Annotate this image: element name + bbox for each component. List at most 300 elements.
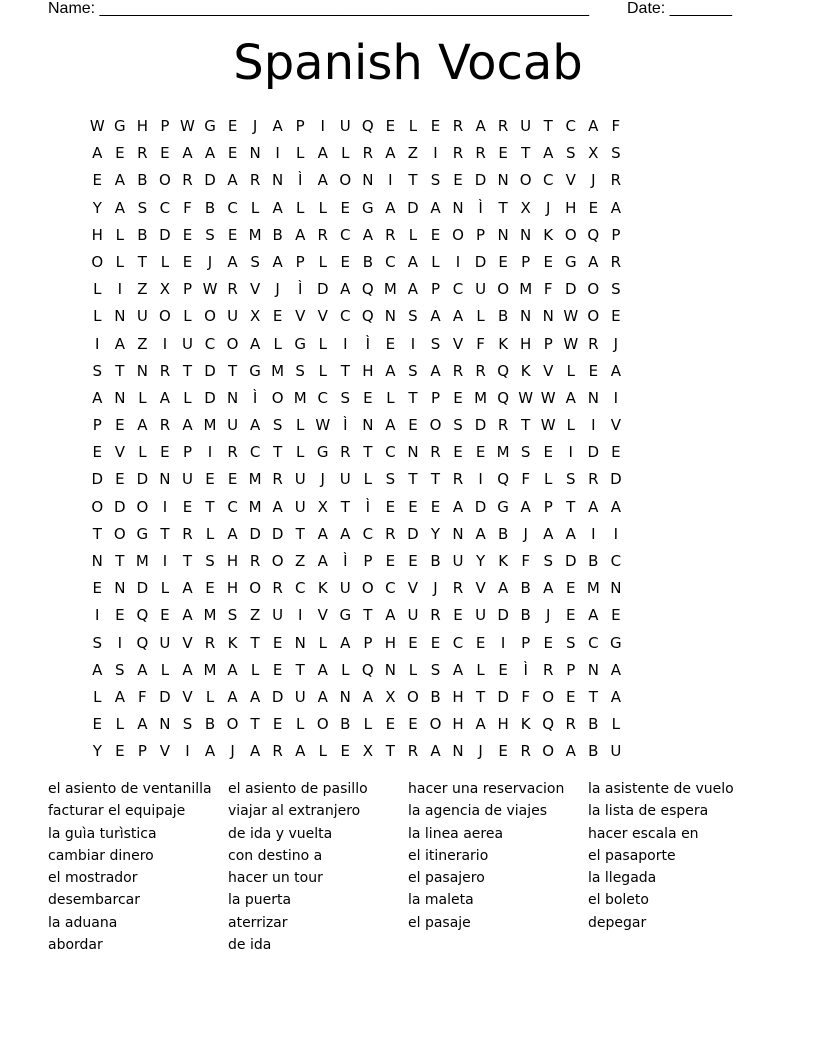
grid-letter: O (204, 307, 216, 326)
grid-letter: J (275, 280, 280, 299)
grid-letter: B (137, 225, 148, 244)
grid-letter: E (272, 633, 283, 652)
grid-letter: B (204, 715, 216, 734)
grid-letter: A (227, 660, 238, 679)
grid-letter: C (385, 579, 396, 598)
grid-letter: B (588, 552, 599, 570)
grid-letter: T (543, 117, 553, 135)
grid-letter: E (227, 117, 238, 135)
grid-letter: V (182, 633, 193, 652)
grid-letter: I (343, 334, 348, 353)
grid-letter: O (271, 388, 284, 407)
grid-letter: O (159, 171, 171, 190)
grid-letter: R (430, 606, 441, 625)
grid-letter: T (363, 443, 373, 462)
grid-letter: N (91, 552, 103, 570)
grid-letter: O (542, 742, 555, 761)
grid-letter: S (115, 660, 125, 679)
grid-letter: V (317, 606, 328, 625)
grid-letter: X (520, 198, 531, 217)
grid-letter: S (565, 144, 576, 163)
grid-letter: E (566, 606, 576, 625)
grid-letter: N (114, 579, 126, 598)
grid-letter: T (115, 361, 125, 380)
grid-letter: T (385, 742, 395, 761)
grid-letter: D (159, 687, 171, 706)
grid-letter: X (249, 307, 261, 326)
grid-letter: V (159, 742, 171, 761)
grid-letter: L (250, 198, 260, 217)
grid-letter: L (138, 443, 147, 462)
grid-letter: Z (407, 144, 419, 163)
grid-letter: Ì (365, 334, 371, 353)
grid-letter: M (203, 606, 217, 625)
grid-letter: A (610, 361, 621, 380)
word-item: depegar (588, 914, 647, 931)
grid-letter: A (114, 687, 125, 706)
grid-letter: R (475, 361, 486, 380)
grid-letter: E (205, 579, 215, 598)
grid-letter: S (250, 252, 260, 271)
grid-letter: V (249, 280, 261, 299)
grid-letter: H (362, 361, 374, 380)
grid-letter: I (185, 742, 190, 761)
grid-letter: E (543, 443, 553, 462)
grid-letter: R (249, 171, 261, 190)
word-item: la lista de espera (588, 803, 709, 820)
grid-letter: L (544, 470, 553, 489)
grid-row (86, 494, 734, 521)
grid-letter: D (136, 579, 149, 598)
grid-letter: U (181, 470, 193, 489)
grid-letter: Q (361, 117, 374, 135)
grid-letter: Z (137, 334, 148, 353)
grid-letter: S (430, 171, 441, 190)
grid-letter: A (610, 660, 621, 679)
grid-letter: K (520, 361, 531, 380)
grid-letter: T (498, 198, 508, 217)
date-field-line: Date: _______ (627, 0, 732, 17)
grid-letter: S (543, 552, 553, 570)
grid-letter: E (611, 606, 621, 625)
word-item: la aduana (48, 914, 118, 931)
grid-letter: C (362, 524, 374, 543)
grid-letter: T (160, 524, 170, 543)
grid-letter: D (564, 280, 577, 299)
grid-letter: R (520, 742, 531, 761)
grid-letter: B (520, 606, 531, 625)
grid-letter: L (296, 144, 305, 163)
grid-letter: A (182, 416, 193, 435)
grid-letter: P (611, 225, 621, 244)
grid-letter: E (498, 742, 508, 761)
grid-letter: N (520, 225, 532, 244)
grid-letter: G (249, 361, 261, 380)
grid-letter: A (430, 307, 441, 326)
grid-letter: A (610, 198, 621, 217)
grid-letter: D (204, 171, 216, 190)
grid-letter: C (204, 334, 216, 353)
grid-row (86, 331, 734, 358)
grid-letter: S (520, 443, 531, 462)
grid-letter: T (182, 361, 193, 380)
grid-letter: D (610, 470, 622, 489)
grid-letter: S (182, 715, 193, 734)
grid-letter: A (249, 334, 261, 353)
grid-letter: I (162, 497, 168, 516)
word-bank (48, 778, 788, 956)
grid-letter: E (92, 171, 103, 190)
grid-letter: N (294, 633, 306, 652)
grid-letter: E (92, 443, 103, 462)
grid-letter: D (159, 225, 171, 244)
grid-letter: Z (295, 552, 306, 570)
grid-letter: H (565, 198, 577, 217)
grid-row (86, 249, 734, 276)
grid-letter: M (248, 497, 262, 516)
word-item: la puerta (228, 892, 292, 909)
grid-letter: F (138, 687, 147, 706)
word-column (48, 778, 228, 956)
grid-letter: C (249, 443, 261, 462)
grid-letter: Q (361, 307, 374, 326)
grid-letter: I (320, 117, 325, 135)
grid-letter: X (362, 742, 373, 761)
grid-letter: T (363, 606, 373, 625)
grid-row (86, 575, 734, 602)
grid-letter: E (566, 687, 576, 706)
grid-letter: X (159, 280, 171, 299)
grid-letter: S (92, 633, 103, 652)
grid-letter: L (160, 579, 170, 598)
grid-letter: I (117, 280, 123, 299)
word-item: de ida y vuelta (228, 825, 333, 842)
grid-letter: D (407, 524, 419, 543)
grid-letter: A (159, 388, 171, 407)
grid-letter: E (272, 660, 283, 679)
grid-letter: A (92, 388, 103, 407)
grid-letter: E (385, 334, 396, 353)
grid-letter: B (430, 552, 441, 570)
grid-letter: A (204, 144, 216, 163)
grid-letter: P (430, 280, 440, 299)
grid-letter: A (475, 524, 486, 543)
grid-letter: J (545, 606, 551, 625)
grid-letter: K (317, 579, 328, 598)
grid-letter: J (433, 579, 438, 598)
grid-letter: A (452, 307, 464, 326)
grid-letter: R (159, 416, 171, 435)
grid-letter: L (183, 307, 192, 326)
grid-letter: E (272, 307, 283, 326)
grid-letter: L (318, 334, 327, 353)
grid-letter: A (452, 497, 464, 516)
grid-letter: P (92, 416, 102, 435)
header-line (48, 0, 748, 20)
grid-letter: A (475, 117, 486, 135)
grid-letter: O (113, 524, 126, 543)
grid-letter: N (362, 171, 374, 190)
word-item: el asiento de ventanilla (48, 781, 212, 797)
grid-letter: A (362, 687, 373, 706)
grid-letter: S (92, 361, 103, 380)
grid-letter: E (115, 470, 125, 489)
grid-letter: E (385, 552, 396, 570)
grid-letter: S (295, 361, 305, 380)
grid-letter: I (162, 552, 168, 570)
grid-letter: N (159, 470, 171, 489)
grid-letter: E (453, 171, 463, 190)
grid-letter: T (588, 687, 598, 706)
grid-letter: J (207, 252, 213, 271)
grid-letter: C (227, 198, 238, 217)
grid-letter: M (248, 225, 262, 244)
grid-letter: H (226, 579, 239, 598)
grid-letter: U (227, 307, 239, 326)
word-item: el mostrador (48, 870, 138, 887)
grid-letter: E (611, 307, 621, 326)
grid-letter: G (294, 334, 306, 353)
grid-letter: W (315, 416, 331, 435)
grid-letter: L (115, 715, 124, 734)
grid-letter: B (520, 579, 531, 598)
grid-letter: N (587, 388, 599, 407)
grid-letter: U (475, 280, 487, 299)
grid-letter: D (474, 497, 487, 516)
grid-letter: A (340, 280, 351, 299)
grid-letter: Ì (252, 388, 258, 407)
grid-row (86, 738, 734, 765)
grid-letter: U (610, 742, 622, 761)
grid-letter: D (114, 497, 126, 516)
grid-letter: N (587, 660, 599, 679)
grid-letter: V (565, 171, 576, 190)
grid-letter: N (249, 144, 261, 163)
grid-letter: L (296, 715, 305, 734)
grid-letter: L (205, 687, 215, 706)
grid-letter: F (521, 687, 530, 706)
grid-row (86, 358, 734, 385)
grid-row (86, 303, 734, 330)
grid-letter: L (318, 252, 327, 271)
grid-letter: F (183, 198, 192, 217)
grid-letter: U (339, 470, 351, 489)
grid-letter: N (497, 225, 509, 244)
grid-letter: L (476, 660, 485, 679)
grid-letter: A (543, 144, 554, 163)
word-item: de ida (228, 937, 272, 954)
word-item: el boleto (588, 892, 649, 909)
grid-letter: L (476, 307, 485, 326)
grid-letter: E (408, 715, 418, 734)
grid-letter: S (611, 144, 621, 163)
grid-letter: U (159, 633, 171, 652)
grid-letter: A (317, 171, 328, 190)
grid-letter: L (160, 660, 170, 679)
grid-letter: V (543, 361, 554, 380)
grid-letter: E (408, 552, 418, 570)
grid-letter: Ì (523, 660, 528, 679)
grid-letter: W (180, 117, 195, 135)
grid-letter: J (545, 198, 551, 217)
grid-letter: T (295, 660, 305, 679)
grid-letter: A (272, 198, 283, 217)
grid-letter: A (407, 252, 419, 271)
grid-letter: E (115, 606, 125, 625)
grid-row (86, 140, 734, 167)
grid-letter: R (452, 579, 464, 598)
grid-letter: H (91, 225, 103, 244)
grid-letter: S (205, 552, 215, 570)
grid-letter: R (317, 225, 328, 244)
grid-letter: P (430, 388, 440, 407)
word-search-grid (86, 113, 734, 766)
grid-letter: N (159, 715, 171, 734)
grid-letter: T (340, 497, 350, 516)
grid-letter: D (91, 470, 104, 489)
grid-letter: N (407, 443, 419, 462)
grid-letter: A (272, 252, 283, 271)
grid-letter: O (587, 280, 600, 299)
grid-letter: D (136, 470, 149, 489)
grid-letter: E (227, 470, 238, 489)
grid-letter: D (316, 280, 329, 299)
grid-letter: Ì (343, 416, 348, 435)
grid-letter: O (226, 334, 239, 353)
grid-letter: B (588, 742, 599, 761)
grid-letter: A (430, 361, 441, 380)
grid-letter: L (318, 198, 327, 217)
grid-letter: L (408, 660, 418, 679)
grid-letter: A (430, 742, 441, 761)
word-item: hacer escala en (588, 825, 699, 842)
grid-letter: U (339, 117, 351, 135)
grid-letter: B (430, 687, 441, 706)
grid-letter: H (136, 117, 148, 135)
word-item: el itinerario (408, 847, 489, 864)
grid-letter: Z (249, 606, 261, 625)
grid-letter: E (385, 497, 396, 516)
grid-letter: U (272, 606, 284, 625)
grid-row (86, 385, 734, 412)
grid-letter: E (272, 715, 283, 734)
grid-letter: U (181, 334, 193, 353)
grid-row (86, 466, 734, 493)
grid-letter: Ì (297, 171, 303, 190)
grid-letter: Y (92, 198, 102, 217)
grid-letter: R (340, 443, 351, 462)
grid-letter: A (317, 660, 328, 679)
grid-letter: E (340, 742, 351, 761)
grid-letter: L (296, 198, 305, 217)
grid-letter: L (318, 361, 327, 380)
grid-letter: U (520, 117, 532, 135)
grid-letter: A (227, 252, 238, 271)
grid-letter: P (566, 660, 576, 679)
grid-letter: A (362, 225, 373, 244)
grid-letter: E (430, 497, 441, 516)
grid-row (86, 439, 734, 466)
grid-letter: R (452, 361, 464, 380)
grid-letter: E (588, 361, 599, 380)
grid-letter: R (272, 579, 283, 598)
grid-letter: X (385, 687, 396, 706)
grid-letter: O (316, 715, 329, 734)
grid-letter: R (452, 470, 464, 489)
grid-letter: S (137, 198, 148, 217)
grid-letter: A (407, 280, 419, 299)
grid-letter: A (182, 579, 193, 598)
grid-letter: E (160, 144, 170, 163)
grid-letter: S (565, 470, 576, 489)
grid-letter: Q (136, 606, 149, 625)
grid-letter: W (540, 388, 556, 407)
grid-letter: E (92, 579, 103, 598)
grid-letter: Y (92, 742, 102, 761)
grid-letter: L (408, 117, 418, 135)
grid-letter: C (340, 225, 351, 244)
grid-letter: R (385, 225, 396, 244)
word-item: con destino a (228, 847, 323, 864)
grid-letter: A (114, 334, 125, 353)
grid-letter: R (362, 144, 374, 163)
grid-letter: R (407, 742, 419, 761)
grid-letter: D (407, 198, 419, 217)
grid-letter: G (136, 524, 149, 543)
grid-letter: C (542, 171, 554, 190)
grid-letter: V (295, 307, 306, 326)
grid-letter: L (363, 715, 373, 734)
grid-letter: A (520, 497, 531, 516)
grid-letter: P (160, 117, 170, 135)
grid-letter: J (613, 334, 619, 353)
grid-letter: R (182, 524, 193, 543)
grid-letter: A (588, 497, 599, 516)
grid-letter: B (340, 715, 351, 734)
grid-letter: E (115, 144, 125, 163)
grid-letter: Q (497, 470, 510, 489)
grid-letter: T (182, 552, 193, 570)
grid-letter: R (430, 443, 441, 462)
grid-row (86, 630, 734, 657)
grid-letter: P (476, 225, 486, 244)
grid-letter: U (407, 606, 419, 625)
grid-letter: E (363, 388, 373, 407)
word-item: abordar (48, 937, 103, 954)
grid-letter: E (160, 606, 170, 625)
grid-letter: E (498, 144, 508, 163)
grid-letter: E (543, 633, 553, 652)
grid-letter: S (340, 388, 351, 407)
grid-letter: N (452, 198, 464, 217)
grid-letter: E (543, 252, 553, 271)
grid-letter: R (588, 470, 599, 489)
grid-letter: R (497, 416, 509, 435)
grid-letter: O (519, 171, 532, 190)
grid-letter: R (227, 443, 238, 462)
grid-letter: D (497, 606, 509, 625)
grid-row (86, 602, 734, 629)
grid-letter: L (408, 225, 418, 244)
grid-letter: L (93, 687, 102, 706)
grid-letter: N (226, 388, 239, 407)
grid-letter: I (613, 524, 619, 543)
grid-letter: E (340, 198, 351, 217)
grid-letter: L (93, 307, 102, 326)
grid-letter: R (475, 144, 486, 163)
grid-letter: L (138, 388, 147, 407)
grid-letter: A (565, 388, 576, 407)
